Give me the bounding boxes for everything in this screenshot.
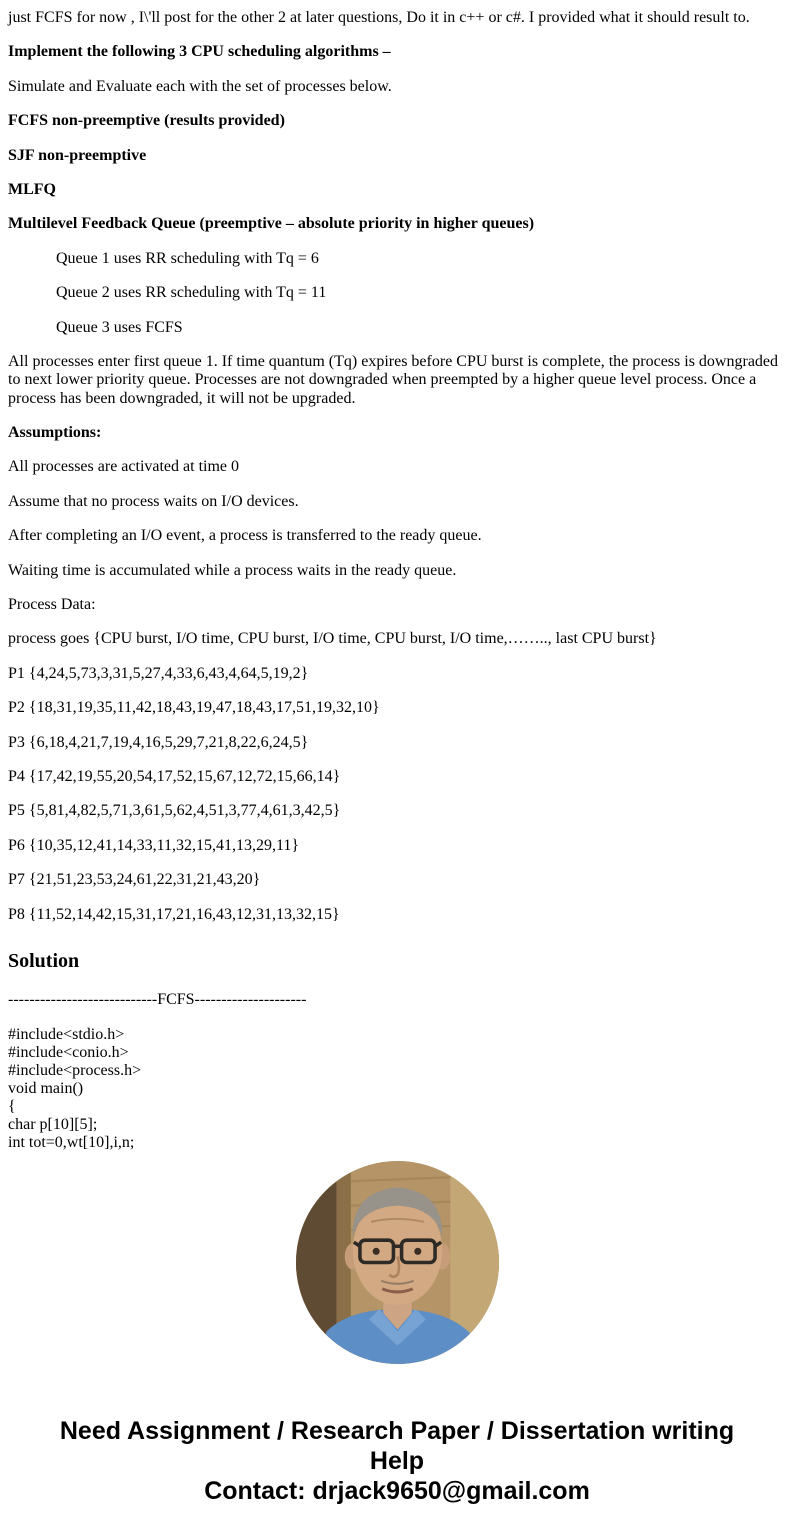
para-mlfq-heading: MLFQ	[8, 180, 56, 198]
code-line: void main()	[8, 1079, 84, 1097]
para-process-p2: P2 {18,31,19,35,11,42,18,43,19,47,18,43,17,51,19,32,10}	[8, 699, 380, 717]
para-queue3: Queue 3 uses FCFS	[56, 318, 183, 336]
para-sjf-heading: SJF non-preemptive	[8, 146, 147, 164]
fcfs-divider-line: ----------------------------FCFS---------------------	[8, 990, 307, 1008]
para-process-p4: P4 {17,42,19,55,20,54,17,52,15,67,12,72,15,66,14}	[8, 767, 341, 785]
para-queue2: Queue 2 uses RR scheduling with Tq = 11	[56, 284, 327, 302]
para-process-p7: P7 {21,51,23,53,24,61,22,31,21,43,20}	[8, 871, 261, 889]
person-photo	[296, 1161, 499, 1364]
code-line: int tot=0,wt[10],i,n;	[8, 1133, 135, 1151]
para-assumption-2: Assume that no process waits on I/O devices.	[8, 492, 299, 510]
para-implement-heading: Implement the following 3 CPU scheduling algorithms –	[8, 43, 391, 61]
para-process-p6: P6 {10,35,12,41,14,33,11,32,15,41,13,29,11}	[8, 836, 300, 854]
code-block	[8, 1026, 786, 1152]
para-queue-rules: All processes enter first queue 1. If time quantum (Tq) expires before CPU burst is complete, the process is downgraded to next lower priority queue. Processes are not downgraded when preempted by a higher queue level process. Once a process has been downgraded, it will not be upgraded.	[8, 352, 779, 407]
para-assumption-3: After completing an I/O event, a process is transferred to the ready queue.	[8, 527, 482, 545]
person-photo-illustration	[296, 1161, 499, 1364]
code-line: {	[8, 1097, 16, 1115]
para-process-format: process goes {CPU burst, I/O time, CPU burst, I/O time, CPU burst, I/O time,…….., last CPU burst}	[8, 630, 657, 648]
code-line: #include<stdio.h>	[8, 1025, 125, 1043]
banner-line-help: Need Assignment / Research Paper / Dissertation writing Help	[59, 1417, 735, 1475]
para-intro: just FCFS for now , I\'ll post for the other 2 at later questions, Do it in c++ or c#. I provided what it should result to.	[8, 9, 750, 26]
para-fcfs-heading: FCFS non-preemptive (results provided)	[8, 112, 285, 130]
code-line: #include<conio.h>	[8, 1043, 129, 1061]
para-process-p5: P5 {5,81,4,82,5,71,3,61,5,62,4,51,3,77,4,61,3,42,5}	[8, 802, 341, 820]
para-simulate: Simulate and Evaluate each with the set of processes below.	[8, 77, 392, 95]
code-line: char p[10][5];	[8, 1115, 98, 1133]
para-process-p8: P8 {11,52,14,42,15,31,17,21,16,43,12,31,13,32,15}	[8, 905, 340, 923]
document-body	[0, 9, 794, 1151]
para-process-p1: P1 {4,24,5,73,3,31,5,27,4,33,6,43,4,64,5,19,2}	[8, 664, 309, 682]
banner-line-contact: Contact: drjack9650@gmail.com	[204, 1477, 590, 1505]
para-mlfq-desc-heading: Multilevel Feedback Queue (preemptive – absolute priority in higher queues)	[8, 215, 535, 233]
para-process-data-label: Process Data:	[8, 596, 96, 614]
solution-heading: Solution	[8, 949, 80, 972]
photo-section	[0, 1161, 794, 1364]
code-line: #include<process.h>	[8, 1061, 142, 1079]
para-assumption-4: Waiting time is accumulated while a process waits in the ready queue.	[8, 561, 457, 579]
para-process-p3: P3 {6,18,4,21,7,19,4,16,5,29,7,21,8,22,6,24,5}	[8, 733, 309, 751]
para-assumption-1: All processes are activated at time 0	[8, 458, 240, 476]
help-banner	[37, 1416, 757, 1506]
para-assumptions-heading: Assumptions:	[8, 424, 102, 442]
para-queue1: Queue 1 uses RR scheduling with Tq = 6	[56, 249, 319, 267]
